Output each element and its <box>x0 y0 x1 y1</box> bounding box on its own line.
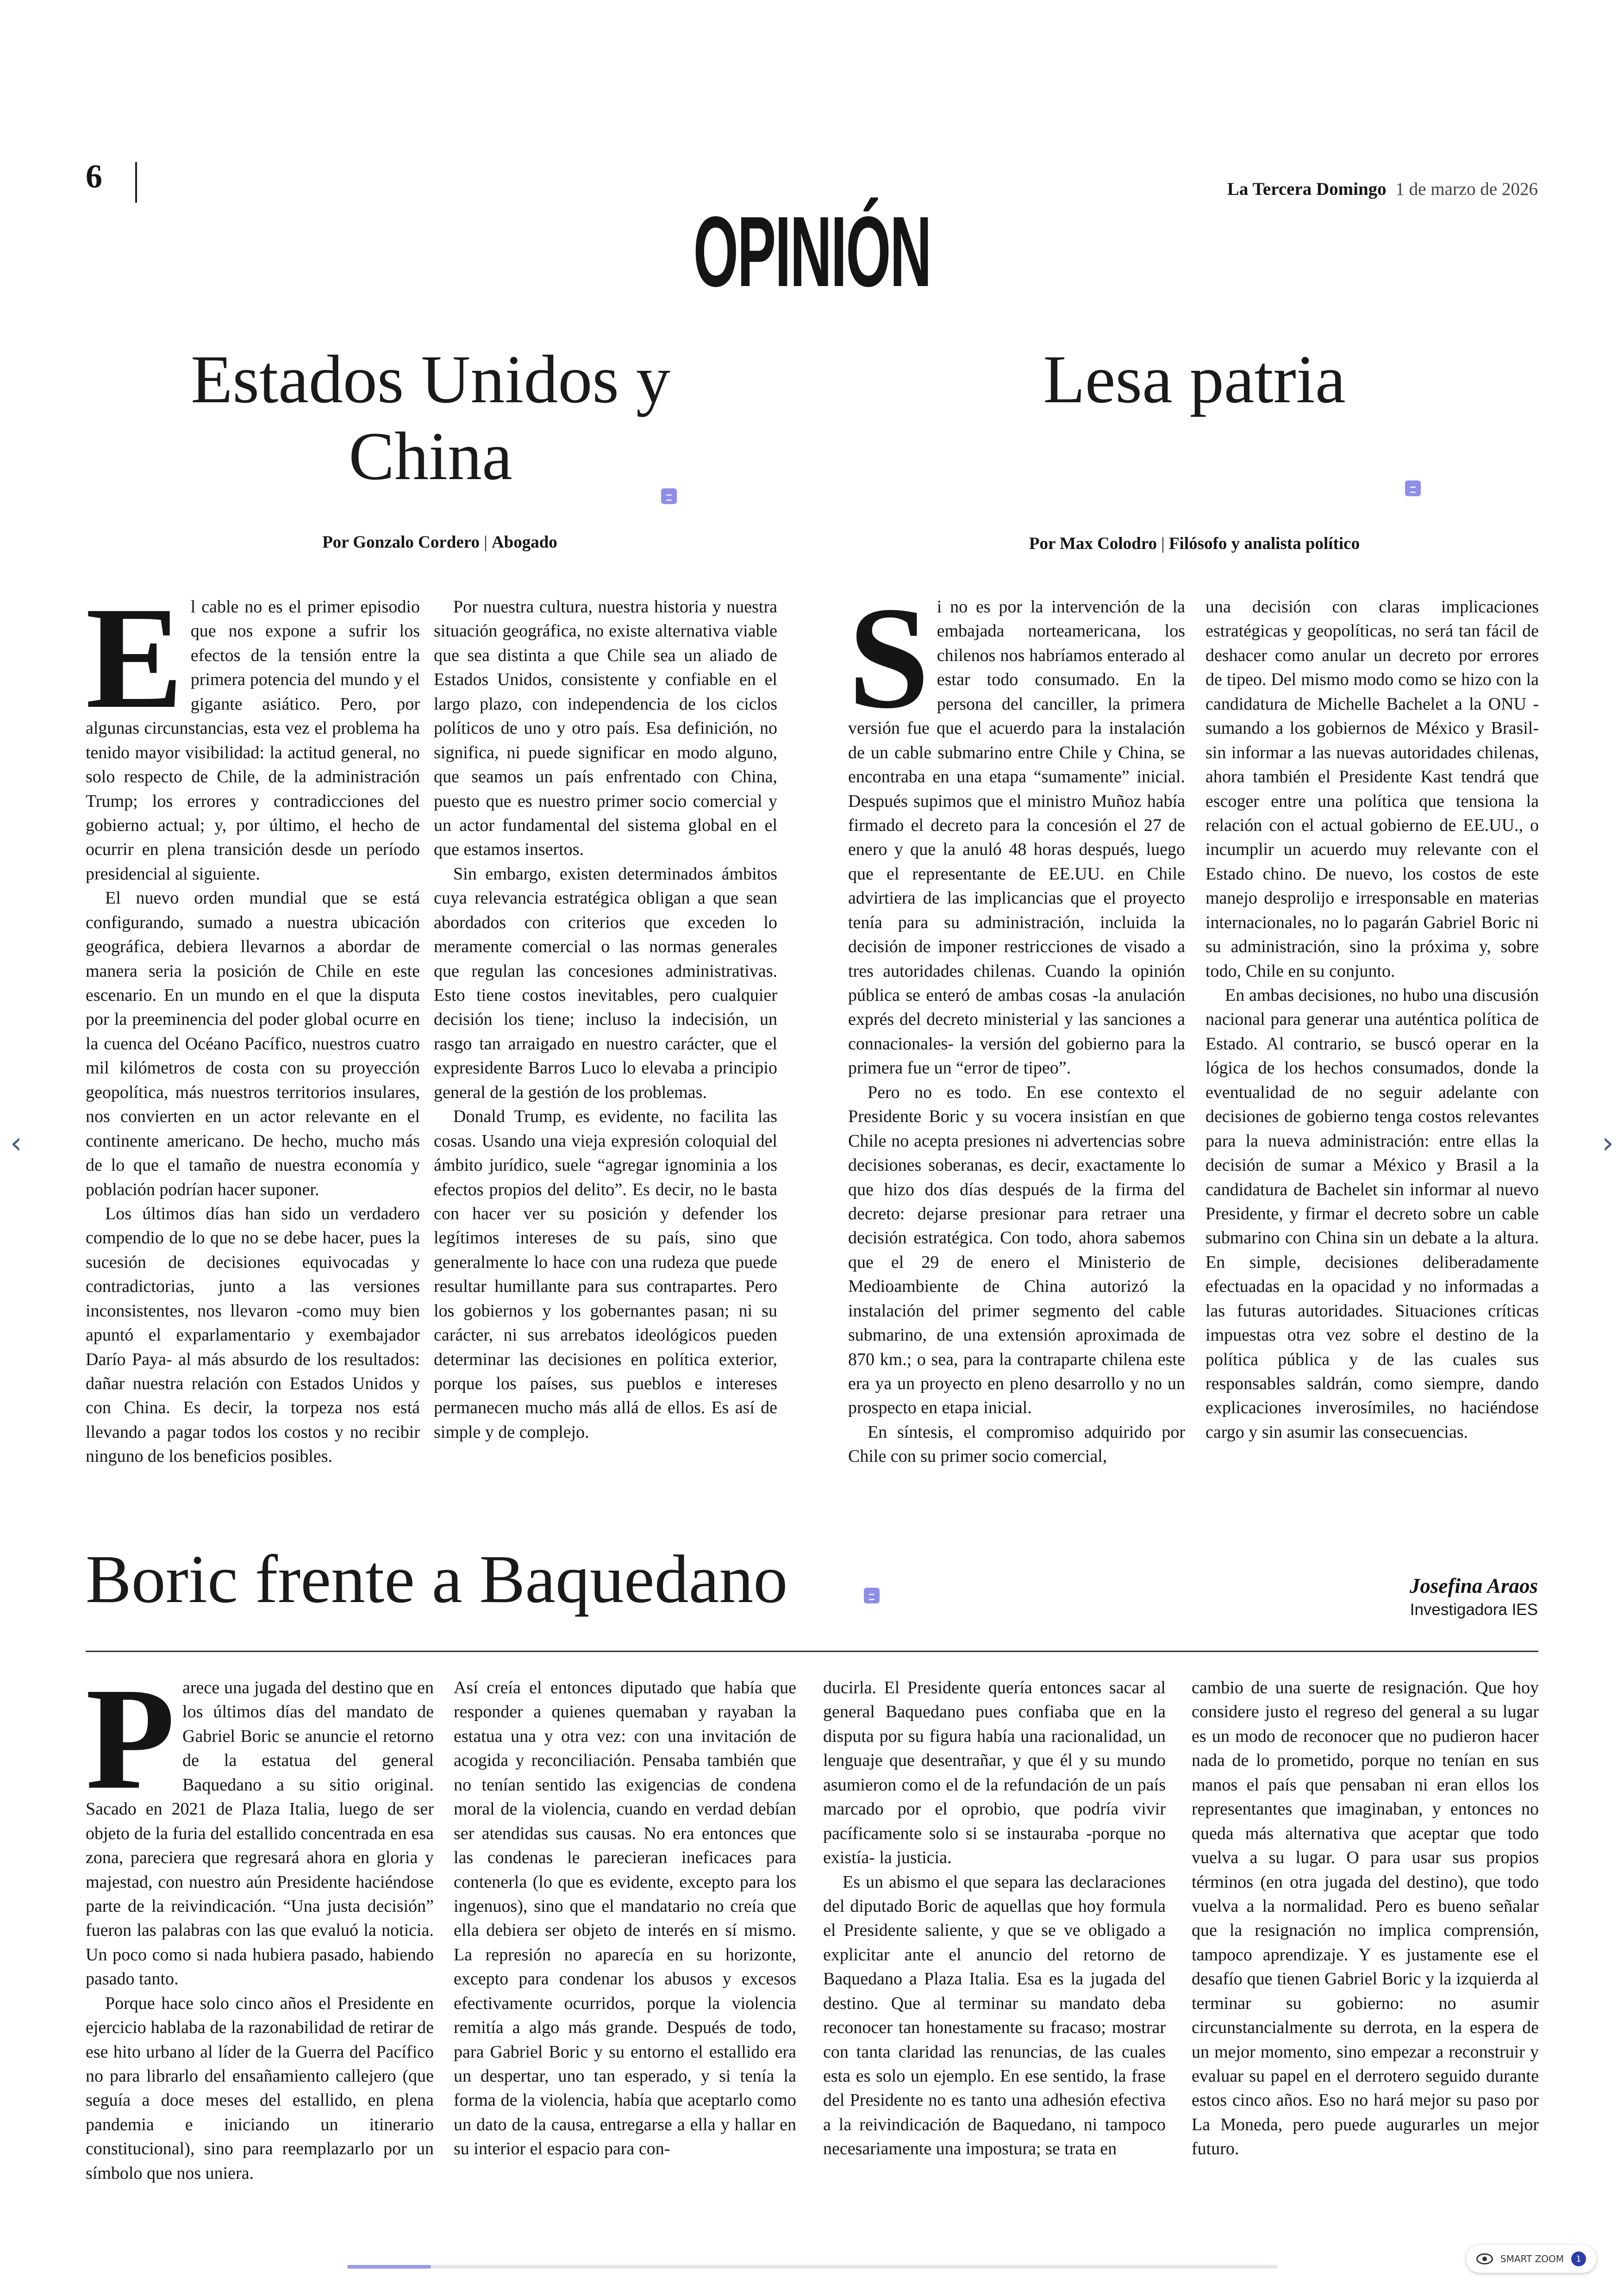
article-marker-icon[interactable] <box>864 1588 880 1603</box>
article1-author: Por Gonzalo Cordero <box>322 533 480 552</box>
article1-column-1 <box>86 577 420 1466</box>
paragraph: El nuevo orden mundial que se está configurando, sumado a nuestra ubicación geográfica, debiera llevarnos a abordar de manera seria la posición de Chile en este escenario. En un mundo en el que la disputa por la preeminencia del poder global ocurre en la cuenca del Océano Pacífico, nuestros cuatro mil kilómetros de costa con su proyección geopolítica, más nuestros territorios insulares, nos convierten en un actor relevante en el continente americano. De hecho, mucho más de lo que el tamaño de nuestra economía y población podrían hacer suponer. <box>86 888 420 1199</box>
article2-byline: Por Max Colodro | Filósofo y analista político <box>1029 534 1360 553</box>
article2-role: Filósofo y analista político <box>1168 534 1360 553</box>
eye-icon <box>1476 2253 1493 2264</box>
paragraph: Pero no es todo. En ese contexto el Presidente Boric y su vocera insistían en que Chile no acepta presiones ni advertencias sobre decisiones soberanas, es decir, exactamente lo que hizo dos días después de la firma del decreto: dejarse presionar para retraer una decisión estratégica. Con todo, ahora sabemos que el 29 de enero el Ministerio de Medioambiente de China autorizó la instalación del primer segmento del cable submarino, de una extensión aproximada de 870 km.; o sea, para la contraparte chilena este era ya un proyecto en pleno desarrollo y no un prospecto en etapa inicial. <box>848 1082 1185 1418</box>
paragraph: ducirla. El Presidente quería entonces sacar al general Baquedano pues confiaba que en la disputa por su figura había una racionalidad, un lenguaje que desentrañar, y que él y su mundo asumieron como el de la refundación de un país marcado por el oprobio, que podría vivir pacíficamente solo si se instauraba -porque no existía- la justicia. <box>823 1678 1166 1868</box>
smart-zoom-badge: 1 <box>1571 2251 1586 2266</box>
paragraph: i no es por la intervención de la embajada norteamericana, los chilenos nos habríamos enterado al estar todo consumado. En la persona del canciller, la primera versión fue que el acuerdo para la instalación de un cable submarino entre Chile y China, se encontraba en una etapa “sumamente” inicial. Después supimos que el ministro Muñoz había firmado el decreto para la concesión el 27 de enero y que la anuló 48 horas después, luego que el representante de EE.UU. en Chile advirtiera de las implicancias que el proyecto tenía para su administración, incluida la decisión de imponer restricciones de visado a tres autoridades chilenas. Cuando la opinión pública se enteró de ambas cosas -la anulación exprés del decreto ministerial y las sanciones a connacionales- la versión del gobierno para la primera fue un “error de tipeo”. <box>848 597 1185 1078</box>
article1-byline: Por Gonzalo Cordero | Abogado <box>322 533 557 552</box>
paragraph: una decisión con claras implicaciones estratégicas y geopolíticas, no será tan fácil de deshacer como anular un decreto por errores de tipeo. Del mismo modo como se hizo con la candidatura de Michelle Bachelet a la ONU -sumando a los gobiernos de México y Brasil- sin informar a las nuevas autoridades chilenas, ahora también el Presidente Kast tendrá que escoger entre una política que tensiona la relación con el actual gobierno de EE.UU., o incumplir un acuerdo muy relevante con el Estado chino. De nuevo, los costos de este manejo desprolijo e irresponsable en materias internacionales, no lo pagarán Gabriel Boric ni su administración, sino la próxima y, sobre todo, Chile en su conjunto. <box>1206 597 1539 981</box>
article3-column-4 <box>1192 1676 1539 2162</box>
article-marker-icon[interactable] <box>661 488 677 504</box>
paragraph: l cable no es el primer episodio que nos expone a sufrir los efectos de la tensión entre la primera potencia del mundo y el gigante asiático. Pero, por algunas circunstancias, esta vez el problema ha tenido mayor visibilidad: la actitud general, no solo respecto de Chile, de la administración Trump; los errores y contradicciones del gobierno actual; y, por último, el hecho de ocurrir en plena transición desde un período presidencial al siguiente. <box>86 597 420 884</box>
article3-column-2 <box>454 1676 796 2162</box>
page-number: 6 <box>86 158 102 195</box>
article-marker-icon[interactable] <box>1405 480 1421 496</box>
smart-zoom-button[interactable] <box>1466 2245 1596 2273</box>
article1-column-2 <box>434 595 777 1442</box>
page-number-divider <box>135 162 137 203</box>
paragraph: Así creía el entonces diputado que había que responder a quienes quemaban y rayaban la estatua una y otra vez: con una invitación de acogida y reconciliación. Pensaba también que no tenían sentido las exigencias de condena moral de la violencia, cuando en verdad debían ser atendidas sus causas. No era entonces que las condenas le parecieran ineficaces para contenerla (lo que es evidente, excepto para los ingenuos), sino que el mandatario no creía que ella debiera ser objeto de interés en sí mismo. La represión no aparecía en su horizonte, excepto para condenar los abusos y excesos efectivamente ocurridos, porque la violencia remitía a algo más grande. Después de todo, para Gabriel Boric y su entorno el estallido era un despertar, uno tan esperado, y si tenía la forma de la violencia, había que aceptarlo como un dato de la causa, entregarse a ella y hallar en su interior el espacio para con- <box>454 1678 796 2159</box>
edition-info <box>1227 179 1538 200</box>
article3-column-3 <box>823 1676 1166 2162</box>
article2-drop-cap: S <box>848 577 930 739</box>
paragraph: En ambas decisiones, no hubo una discusión nacional para generar una auténtica política de Estado. Al contrario, se buscó operar en la lógica de los hechos consumados, donde la eventualidad de no seguir adelante con decisiones de gobierno tenga costos relevantes para la nueva administración: entre ellas la decisión de sumar a México y Brasil a la candidatura de Bachelet sin informar al nuevo Presidente, y firmar el decreto sobre un cable submarino con China sin un debate a la altura. En simple, decisiones deliberadamente efectuadas en la opacidad y no informadas a las futuras autoridades. Situaciones críticas impuestas otra vez sobre el destino de la política pública y de las cuales sus responsables saldrán, como siempre, dando explicaciones inverosímiles, no haciéndose cargo y sin asumir las consecuencias. <box>1206 985 1539 1442</box>
paragraph: Donald Trump, es evidente, no facilita las cosas. Usando una vieja expresión coloquial del ámbito jurídico, suele “agregar ignominia a los efectos propios del delito”. Es decir, no le basta con hacer ver su posición y defender los legítimos intereses de su país, sino que generalmente lo hace con una rudeza que puede resultar humillante para sus contrapartes. Pero los gobiernos y los gobernantes pasan; ni su carácter, ni sus arrebatos ideológicos pueden determinar las decisiones en política exterior, porque los países, sus pueblos e intereses permanecen mucho más allá de ellos. Es así de simple y de complejo. <box>434 1107 777 1442</box>
article1-headline: Estados Unidos y China <box>191 342 670 494</box>
article3-headline: Boric frente a Baquedano <box>86 1541 788 1617</box>
page-progress-track[interactable] <box>347 2265 1278 2269</box>
article3-column-1 <box>86 1658 434 2183</box>
article2-author: Por Max Colodro <box>1029 534 1157 553</box>
section-title: OPINIÓN <box>693 195 931 307</box>
article1-drop-cap: E <box>86 577 183 739</box>
article3-drop-cap: P <box>86 1658 175 1820</box>
paragraph: Es un abismo el que separa las declaraciones del diputado Boric de aquellas que hoy formula el Presidente saliente, y que se ve obligado a explicitar ante el anuncio del retorno de Baquedano a Plaza Italia. Esa es la jugada del destino. Que al terminar su mandato deba reconocer tan honestamente su fracaso; mostrar con tanta claridad las renuncias, de las cuales esta es solo un ejemplo. En ese sentido, la frase del Presidente no es tanto una adhesión efectiva a la reivindicación de Baquedano, ni tampoco necesariamente una impostura; se trata en <box>823 1872 1166 2159</box>
article3-author-role: Investigadora IES <box>1410 1601 1538 1619</box>
article3-author: Josefina Araos <box>1409 1574 1538 1597</box>
paragraph: Porque hace solo cinco años el Presidente en ejercicio hablaba de la razonabilidad de retirar de ese hito urbano al líder de la Guerra del Pacífico no para librarlo del ensañamiento callejero (que seguía a doce meses del estallido, en plena pandemia e iniciando un itinerario constitucional), sino para reemplazarlo por un símbolo que nos uniera. <box>86 1993 434 2183</box>
article2-column-2 <box>1206 595 1539 1442</box>
article2-column-1 <box>848 577 1185 1466</box>
previous-page-icon[interactable]: ‹ <box>10 1126 22 1160</box>
paragraph: Los últimos días han sido un verdadero compendio de lo que no se debe hacer, pues la sucesión de decisiones equivocadas y contradictorias, junto a las versiones inconsistentes, nos llevaron -como muy bien apuntó el exparlamentario y exembajador Darío Paya- al más absurdo de los resultados: dañar nuestra relación con Estados Unidos y con China. Es decir, la torpeza nos está llevando a pagar todos los costos y no recibir ninguno de los beneficios posibles. <box>86 1204 420 1466</box>
paragraph: En síntesis, el compromiso adquirido por Chile con su primer socio comercial, <box>848 1422 1185 1466</box>
edition-date: 1 de marzo de 2026 <box>1395 179 1538 199</box>
article3-divider <box>86 1651 1538 1652</box>
paragraph: Por nuestra cultura, nuestra historia y nuestra situación geográfica, no existe alternativa viable que sea distinta a que Chile sea un aliado de Estados Unidos, consistente y confiable en el largo plazo, con independencia de los ciclos políticos de uno y otro país. Esa definición, no significa, ni puede significar en modo alguno, que seamos un país enfrentado con China, puesto que es nuestro primer socio comercial y un actor fundamental del sistema global en el que estamos insertos. <box>434 597 777 860</box>
edition-name: La Tercera Domingo <box>1227 179 1387 199</box>
article1-role: Abogado <box>491 533 557 552</box>
paragraph: cambio de una suerte de resignación. Que hoy considere justo el regreso del general a su lugar es un modo de reconocer que no pudieron hacer nada de lo prometido, porque no tenían en sus manos el país que pensaban ni eran ellos los representantes que imaginaban, y entonces no queda más alternativa que aceptar que todo vuelva a su lugar. O para usar sus propios términos (en otra jugada del destino), que todo vuelva a la normalidad. Pero es bueno señalar que la resignación no implica comprensión, tampoco aprendizaje. Y es justamente ese el desafío que tienen Gabriel Boric y la izquierda al terminar su gobierno: no asumir circunstancialmente su derrota, en la espera de un mejor momento, sino empezar a reconstruir y evaluar su papel en el derrotero seguido durante estos cinco años. Eso no hará mejor su paso por La Moneda, pero puede augurarles un mejor futuro. <box>1192 1678 1539 2159</box>
article3-author-box <box>1410 1574 1538 1619</box>
smart-zoom-label: SMART ZOOM <box>1500 2253 1564 2264</box>
page-progress-fill <box>347 2265 431 2269</box>
paragraph: arece una jugada del destino que en los últimos días del mandato de Gabriel Boric se anuncie el retorno de la estatua del general Baquedano a su sitio original. Sacado en 2021 de Plaza Italia, luego de ser objeto de la furia del estallido concentrada en esa zona, pareciera que regresará ahora en gloria y majestad, con nuestro aún Presidente haciéndose parte de la reivindicación. “Una justa decisión” fueron las palabras con las que evaluó la noticia. Un poco como si nada hubiera pasado, habiendo pasado tanto. <box>86 1678 434 1989</box>
next-page-icon[interactable]: › <box>1602 1126 1614 1160</box>
paragraph: Sin embargo, existen determinados ámbitos cuya relevancia estratégica obligan a que sean abordados con criterios que exceden lo meramente comercial o las normas generales que regulan las concesiones administrativas. Esto tiene costos inevitables, pero cualquier decisión los tiene; incluso la indecisión, un rasgo tan arraigado en nuestro carácter, que el expresidente Barros Luco lo elevaba a principio general de la gestión de los problemas. <box>434 864 777 1102</box>
article2-headline: Lesa patria <box>1043 342 1346 418</box>
